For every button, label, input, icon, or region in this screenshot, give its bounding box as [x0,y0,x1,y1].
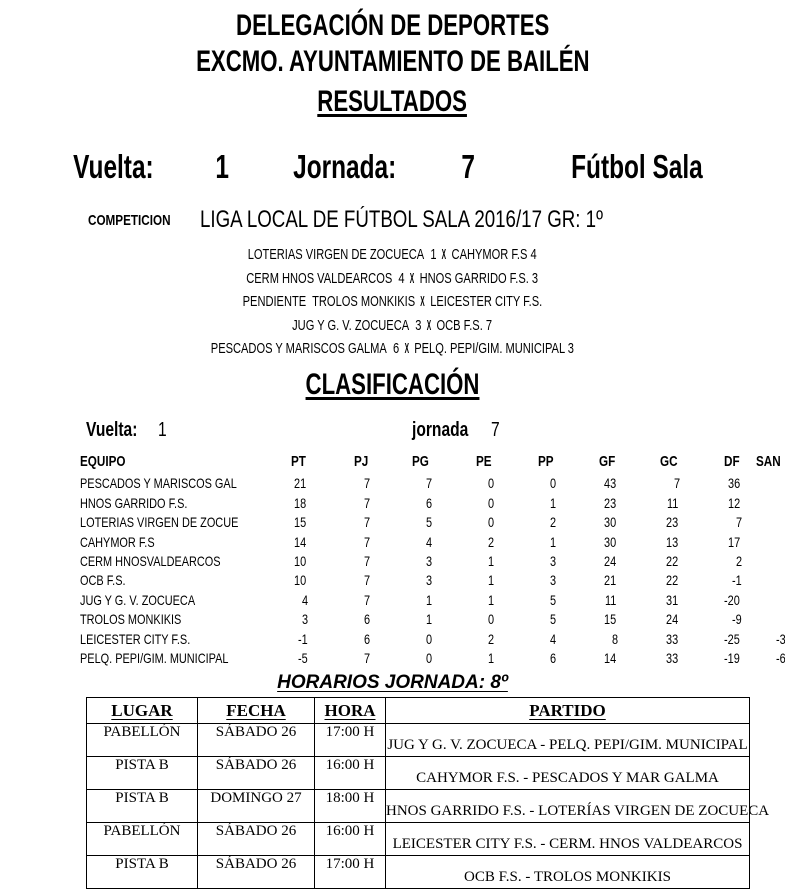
result-away-team: PELQ. PEPI/GIM. MUNICIPAL 3 [411,340,575,357]
standings-cell-pp: 5 [550,591,557,608]
standings-cell-df: -20 [723,591,740,608]
standings-cell-pt: 15 [294,514,307,531]
standings-cell-gc: 22 [666,572,679,589]
result-home-team: LOTERIAS VIRGEN DE ZOCUECA 1 [248,246,440,263]
standings-cell-gc: 13 [666,533,679,550]
competition-name [200,206,717,234]
result-home-team: TROLOS MONKIKIS [312,293,419,310]
standings-col-pj: PJ [353,453,368,470]
schedule-cell-fecha: SÁBADO 26 [198,856,315,889]
schedule-heading [0,672,785,694]
standings-cell-san: -6 [775,650,785,667]
standings-team-name: OCB F.S. [80,572,126,589]
schedule-cell-lugar: PISTA B [87,856,198,889]
classification-jornada-label-text: jornada [412,419,469,441]
result-away-team: HNOS GARRIDO F.S. 3 [416,269,539,287]
result-home-team: CERM HNOS VALDEARCOS 4 [246,269,408,287]
result-home-team: JUG Y G. V. ZOCUECA 3 [292,316,425,334]
standings-col-pt: PT [290,453,306,470]
schedule-col-hora: HORA [315,698,386,724]
standings-cell-pg: 6 [426,494,433,511]
schedule-cell-lugar: PABELLÓN [87,724,198,757]
standings-team-name: PESCADOS Y MARISCOS GAL [80,475,237,492]
standings-cell-pj: 7 [364,572,371,589]
competition-label-text: COMPETICION [88,212,171,229]
standings-col-pg: PG [412,453,430,470]
standings-cell-df: -1 [731,572,742,589]
standings-cell-pp: 1 [550,533,557,550]
standings-row [80,552,785,571]
result-line [0,290,785,314]
standings-cell-pj: 7 [364,494,371,511]
standings-team-name: HNOS GARRIDO F.S. [80,494,188,511]
classification-heading-text: CLASIFICACIÓN [305,368,480,401]
standings-col-gc: GC [659,453,678,470]
standings-cell-pt: -5 [297,650,308,667]
schedule-row [87,757,750,790]
schedule-cell-lugar: PISTA B [87,757,198,790]
schedule-cell-hora: 16:00 H [315,757,386,790]
standings-team-name: PELQ. PEPI/GIM. MUNICIPAL [80,650,229,667]
standings-cell-san [744,571,785,590]
schedule-row [87,724,750,757]
standings-row [80,591,785,610]
standings-cell-pp: 6 [550,650,557,667]
standings-col-san: SAN [756,453,782,470]
standings-cell-gf: 43 [604,475,617,492]
schedule-col-fecha: FECHA [198,698,315,724]
standings-cell-gf: 23 [604,494,617,511]
standings-cell-pj: 7 [364,533,371,550]
standings-cell-gc: 11 [667,494,679,511]
schedule-table-body [87,724,770,889]
masthead-line-1 [0,8,785,44]
schedule-row [87,856,750,889]
standings-cell-pp: 3 [550,553,557,570]
result-separator: X [420,293,425,310]
vuelta-value: 1 [214,148,229,185]
standings-cell-san [744,610,785,629]
classification-vuelta-label-text: Vuelta: [86,419,138,441]
standings-cell-gf: 30 [604,514,617,531]
result-away-team: CAHYMOR F.S 4 [448,246,537,263]
jornada-label: Jornada: [293,148,397,185]
standings-cell-gc: 7 [674,475,681,492]
vuelta-label: Vuelta: [73,148,155,185]
standings-cell-gf: 11 [605,591,617,608]
standings-row [80,474,785,493]
standings-cell-gc: 31 [666,591,679,608]
standings-cell-pg: 1 [426,611,433,628]
standings-cell-df: 7 [736,514,743,531]
standings-cell-pp: 5 [550,611,557,628]
result-away-team: OCB F.S. 7 [433,316,493,334]
standings-cell-pg: 3 [426,572,433,589]
classification-meta-row [0,418,785,444]
standings-cell-san: -3 [775,630,785,647]
schedule-cell-fecha: SÁBADO 26 [198,724,315,757]
standings-col-gf: GF [599,453,616,470]
result-line [0,314,785,338]
standings-cell-pt: -1 [297,630,308,647]
results-list [0,243,785,361]
schedule-cell-partido: JUG Y G. V. ZOCUECA - PELQ. PEPI/GIM. MUNICIPAL [386,724,750,757]
standings-cell-df: 12 [728,494,741,511]
result-separator: X [410,269,415,287]
standings-team-name: TROLOS MONKIKIS [80,611,182,628]
jornada-value: 7 [461,148,475,185]
standings-cell-san [744,533,785,552]
standings-cell-pg: 0 [426,650,433,667]
result-line-content [293,314,493,338]
standings-cell-pg: 7 [426,475,433,492]
schedule-row [87,823,750,856]
standings-cell-gf: 30 [604,533,617,550]
result-line-content [248,243,537,267]
result-separator: X [404,340,410,357]
standings-team-name: CAHYMOR F.S [80,533,155,550]
classification-heading [0,368,785,402]
result-line-content [243,290,543,314]
standings-row [80,630,785,649]
standings-cell-pe: 0 [488,611,495,628]
schedule-cell-hora: 17:00 H [315,856,386,889]
standings-cell-pj: 6 [364,630,371,647]
classification-vuelta-label [86,418,152,442]
schedule-cell-lugar: PABELLÓN [87,823,198,856]
standings-col-equipo: EQUIPO [80,453,126,470]
sport-name: Fútbol Sala [570,148,703,185]
competition-name-text: LIGA LOCAL DE FÚTBOL SALA 2016/17 GR: 1º [200,206,603,233]
standings-team-name: LOTERIAS VIRGEN DE ZOCUE [80,514,239,531]
schedule-header-row [87,698,750,724]
schedule-cell-hora: 17:00 H [315,724,386,757]
standings-cell-gf: 14 [604,650,617,667]
standings-cell-pt: 14 [294,533,307,550]
standings-cell-pp: 1 [550,494,557,511]
standings-cell-san [744,552,785,571]
standings-table [80,452,785,668]
standings-cell-pt: 4 [302,591,309,608]
standings-cell-san [744,474,785,493]
standings-team-name: JUG Y G. V. ZOCUECA [80,591,196,608]
standings-row [80,494,785,513]
standings-cell-pg: 5 [426,514,433,531]
standings-cell-san [744,591,785,610]
standings-cell-df: 2 [736,553,743,570]
classification-jornada-label [412,418,484,442]
standings-cell-pt: 10 [294,553,307,570]
standings-team-name: CERM HNOSVALDEARCOS [80,553,221,570]
result-line [0,243,785,267]
standings-cell-df: -9 [731,611,742,628]
schedule-cell-fecha: SÁBADO 26 [198,823,315,856]
standings-cell-pg: 3 [426,553,433,570]
standings-cell-pe: 1 [488,553,495,570]
standings-cell-gc: 22 [666,553,679,570]
masthead-line-1-text: DELEGACIÓN DE DEPORTES [235,9,550,42]
standings-cell-pt: 3 [302,611,309,628]
standings-cell-san [744,494,785,513]
standings-row [80,649,785,668]
standings-cell-pj: 7 [364,591,371,608]
standings-cell-gc: 24 [666,611,679,628]
schedule-cell-partido: HNOS GARRIDO F.S. - LOTERÍAS VIRGEN DE ZOCUECA [386,790,750,823]
standings-row [80,533,785,552]
schedule-cell-partido: CAHYMOR F.S. - PESCADOS Y MAR GALMA [386,757,750,790]
standings-cell-pe: 2 [488,533,495,550]
standings-cell-pt: 10 [294,572,307,589]
standings-row [80,571,785,590]
competition-label [88,212,194,230]
standings-table-body [80,474,785,668]
masthead-line-2-text: EXCMO. AYUNTAMIENTO DE BAILÉN [195,45,590,78]
standings-table-head [80,452,785,474]
standings-cell-pg: 1 [426,591,433,608]
result-line-content [211,337,574,361]
result-separator: X [427,316,432,334]
standings-cell-pg: 4 [426,533,433,550]
result-line [0,337,785,361]
standings-cell-pe: 0 [488,494,495,511]
schedule-cell-partido: LEICESTER CITY F.S. - CERM. HNOS VALDEARCOS [386,823,750,856]
result-home-team: PESCADOS Y MARISCOS GALMA 6 [210,340,403,357]
schedule-col-lugar: LUGAR [87,698,198,724]
standings-row [80,610,785,629]
result-separator: X [442,246,447,263]
standings-cell-pp: 4 [550,630,557,647]
standings-cell-pe: 2 [488,630,495,647]
standings-cell-pt: 21 [294,475,307,492]
standings-cell-pe: 0 [488,514,495,531]
result-away-team: LEICESTER CITY F.S. [427,293,543,310]
standings-cell-gf: 15 [604,611,617,628]
standings-col-pe: PE [475,453,492,470]
schedule-table [86,697,770,889]
standings-cell-df: 36 [728,475,741,492]
standings-col-df: DF [724,453,740,470]
standings-cell-gc: 33 [666,630,679,647]
standings-header-row [80,452,785,474]
masthead-section-title [0,84,785,120]
standings-cell-pj: 6 [364,611,371,628]
standings-cell-pt: 18 [294,494,307,511]
standings-cell-df: 17 [728,533,741,550]
schedule-cell-fecha: SÁBADO 26 [198,757,315,790]
masthead [0,8,785,120]
masthead-section-title-text: RESULTADOS [317,85,468,118]
schedule-heading-text: HORARIOS JORNADA: 8º [277,672,508,693]
classification-jornada-value [491,418,502,442]
standings-cell-pg: 0 [426,630,433,647]
standings-col-pp: PP [537,453,554,470]
classification-vuelta-value [158,418,169,442]
standings-row [80,513,785,532]
standings-cell-gc: 23 [666,514,679,531]
standings-cell-gf: 21 [604,572,617,589]
schedule-col-partido: PARTIDO [386,698,750,724]
classification-vuelta-value-text: 1 [158,419,167,441]
schedule-table-head [87,698,750,724]
standings-cell-pj: 7 [364,553,371,570]
masthead-line-2 [0,44,785,80]
schedule-cell-hora: 18:00 H [315,790,386,823]
standings-cell-pe: 0 [488,475,495,492]
schedule-row [87,790,750,823]
standings-cell-pp: 0 [550,475,557,492]
standings-cell-pe: 1 [488,650,495,667]
schedule-cell-fecha: DOMINGO 27 [198,790,315,823]
results-meta-row [0,148,785,186]
standings-cell-gf: 24 [604,553,617,570]
standings-cell-df: -19 [723,650,740,667]
schedule-cell-lugar: PISTA B [87,790,198,823]
standings-cell-pe: 1 [488,591,495,608]
standings-team-name: LEICESTER CITY F.S. [80,630,191,647]
standings-cell-df: -25 [723,630,740,647]
standings-cell-gc: 33 [666,650,679,667]
result-line-content [247,267,539,291]
standings-cell-pp: 3 [550,572,557,589]
standings-cell-pe: 1 [488,572,495,589]
schedule-cell-partido: OCB F.S. - TROLOS MONKIKIS [386,856,750,889]
standings-cell-pj: 7 [364,514,371,531]
result-line [0,267,785,291]
standings-cell-gf: 8 [612,630,619,647]
standings-cell-pp: 2 [550,514,557,531]
standings-cell-pj: 7 [364,650,371,667]
schedule-cell-hora: 16:00 H [315,823,386,856]
result-status: PENDIENTE [242,293,313,310]
standings-cell-san [744,513,785,532]
classification-jornada-value-text: 7 [491,419,500,441]
standings-cell-pj: 7 [364,475,371,492]
